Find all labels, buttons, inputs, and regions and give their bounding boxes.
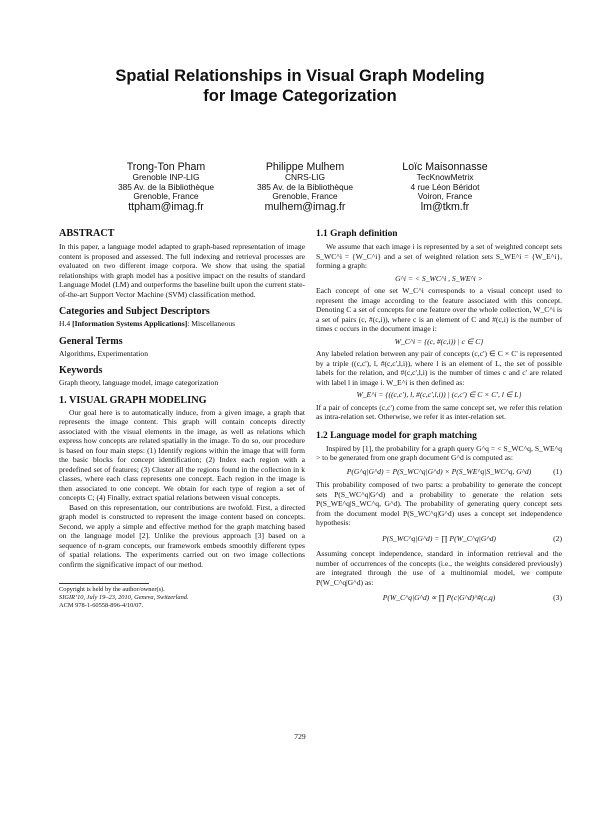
category-bold: [Information Systems Applications] (72, 319, 188, 328)
author-affiliation: Grenoble INP-LIG (132, 172, 200, 182)
equation-1-body: P(G^q|G^d) = P(S_WC^q|G^d) × P(S_WE^q|S_WC^q, G^d) (346, 466, 532, 476)
equation-1-number: (1) (553, 466, 562, 476)
abstract-text: In this paper, a language model adapted to graph-based representation of image content is proposed and assessed. The full indexing and retrieval processes are evaluated on two different image corpora. We show that using the spatial relationships with graph model has a positive impact on the results of standard Language Model (LM) and outperforms the baseline built upon the current state-of-the-art Support Vector Machine (SVM) classification method. (59, 242, 305, 299)
category-rest: : Miscellaneous (187, 319, 236, 328)
equation-3-number: (3) (553, 593, 562, 602)
title-line-2: for Image Categorization (203, 87, 397, 105)
equation-2-body: P(S_WC^q|G^d) = ∏ P(W_C^q|G^d) (382, 533, 496, 543)
author-address: 385 Av. de la Bibliothèque (256, 181, 354, 192)
author-1 (86, 161, 246, 213)
equation-concept-set: W_C^i = {(c, #(c,i)) | c ∈ C} (394, 336, 484, 346)
equation-3 (316, 593, 562, 603)
categories-heading: Categories and Subject Descriptors (59, 306, 210, 317)
copyright-line-3: ACM 978-1-60558-896-4/10/07. (59, 602, 144, 609)
author-affiliation: TecKnowMetrix (416, 172, 474, 182)
author-2 (225, 161, 385, 213)
author-city: Grenoble, France (272, 191, 338, 202)
subsection-1-1-heading: 1.1 Graph definition (316, 229, 398, 239)
equation-relation-set: W_E^i = {((c,c'), l, #(c,c',l,i)) | (c,c') ∈ C × C', l ∈ L} (356, 390, 522, 399)
general-terms-heading: General Terms (59, 335, 123, 347)
author-email[interactable]: ttpham@imag.fr (128, 200, 204, 213)
author-name: Loïc Maisonnasse (402, 161, 488, 173)
equation-2 (316, 534, 562, 544)
author-3 (365, 161, 525, 213)
language-model-paragraph-1: Inspired by [1], the probability for a graph query G^q = < S_WC^q, S_WE^q > to be generated from one graph document G^d is computed as: (316, 443, 562, 462)
author-city: Voiron, France (417, 191, 473, 202)
author-email[interactable]: lm@tkm.fr (420, 200, 470, 213)
section-1-paragraph-2: Based on this representation, our contributions are twofold. First, a directed graph model is constructed to represent the image content based on concepts. Second, we apply a simple and effective method for the graph matching based on the language model [2]. Unlike the previous approach [3] based on a sequence of n-gram concepts, our framework embeds smoothly different types of spatial relations. The experiments carried out on two image collections confirm the significative impact of our method. (59, 502, 305, 569)
categories-text (59, 319, 305, 329)
abstract-heading: ABSTRACT (59, 228, 115, 239)
graph-definition-paragraph-2: Each concept of one set W_C^i corresponds to a visual concept used to represent the image according to the feature associated with this concept. Denoting C a set of concepts for one feature over the whole collection, W_C^i is a set of pairs (c, #(c,i)), where c is an element of C and #(c,i) is the number of times c occurs in the document image i: (316, 286, 562, 333)
equation-2-number: (2) (553, 533, 562, 543)
general-terms-text: Algorithms, Experimentation (59, 348, 149, 358)
language-model-paragraph-3: Assuming concept independence, standard in information retrieval and the number of occurrences of the concepts (i.e., the weights considered previously) are integrated through the use of a multinomial model, we compute P(W_C^q|G^d) as: (316, 549, 562, 587)
graph-definition-paragraph-3: Any labeled relation between any pair of concepts (c,c') ∈ C × C' is represented by a triple ((c,c'), l, #(c,c',l,i)), where l is an element of L, the set of possible labels for the relation, and #(c,c',l,i) is the number of times c and c' are related with label l in image i. W_E^i is then defined as: (316, 349, 562, 387)
keywords-heading: Keywords (59, 365, 103, 376)
author-name: Philippe Mulhem (265, 161, 345, 173)
author-address: 385 Av. de la Bibliothèque (117, 181, 215, 192)
section-1-paragraph-1: Our goal here is to automatically induce, from a given image, a graph that represents the image content. This graph will contain concepts directly associated with the visual elements in the image, as well as relations which express how concepts are related spatially in the image. To do so, our procedure is based on four main steps: (1) Identify regions within the image that will form the basic blocks for concept identification; (2) Index each region with a predefined set of features; (3) Cluster all the regions found in the collection in k classes, where each class represents one concept. Each region in the image is then associated to one concept. We obtain for each type of region a set of concepts C; (4) Finally, extract spatial relations between visual concepts. (59, 407, 305, 502)
author-city: Grenoble, France (133, 191, 199, 202)
copyright-line-1: Copyright is held by the author/owner(s). (59, 586, 165, 593)
subsection-1-2-heading: 1.2 Language model for graph matching (316, 430, 477, 441)
page-number: 729 (294, 732, 306, 741)
equation-graph: G^i = < S_WC^i , S_WE^i > (395, 273, 483, 283)
equation-1 (316, 467, 562, 477)
left-column (59, 228, 305, 610)
right-column (316, 228, 562, 609)
author-affiliation: CNRS-LIG (284, 172, 326, 182)
footnote-rule (59, 583, 149, 584)
graph-definition-paragraph-4: If a pair of concepts (c,c') come from the same concept set, we refer this relation as intra-relation set. Otherwise, we refer it as inter-relation set. (316, 402, 562, 421)
language-model-paragraph-2: This probability composed of two parts: a probability to generate the concept sets P(S_WC^q|G^d) and a probability to generate the relation sets P(S_WE^q|S_WC^q, G^d). The probability of generating query concept sets from the document model P(S_WC^q|G^d) uses a concept set independence hypothesis: (316, 480, 562, 527)
author-name: Trong-Ton Pham (126, 161, 206, 173)
copyright-line-2: SIGIR’10, July 19–23, 2010, Geneva, Switzerland. (59, 594, 189, 601)
section-1-heading: 1. VISUAL GRAPH MODELING (59, 394, 207, 406)
paper-title (0, 66, 600, 106)
equation-3-body: P(W_C^q|G^d) ∝ ∏ P(c|G^d)^#(c,q) (382, 593, 496, 602)
graph-definition-paragraph-1: We assume that each image i is represented by a set of weighted concept sets S_WC^i = {W_C^i} and a set of weighted relation sets S_WE^i = {W_E^i}, forming a graph: (316, 242, 562, 270)
author-email[interactable]: mulhem@imag.fr (264, 200, 346, 213)
title-line-1: Spatial Relationships in Visual Graph Modeling (115, 67, 485, 85)
keywords-text: Graph theory, language model, image categorization (59, 378, 219, 387)
author-address: 4 rue Léon Béridot (410, 181, 480, 192)
category-code: H.4 (59, 319, 73, 328)
